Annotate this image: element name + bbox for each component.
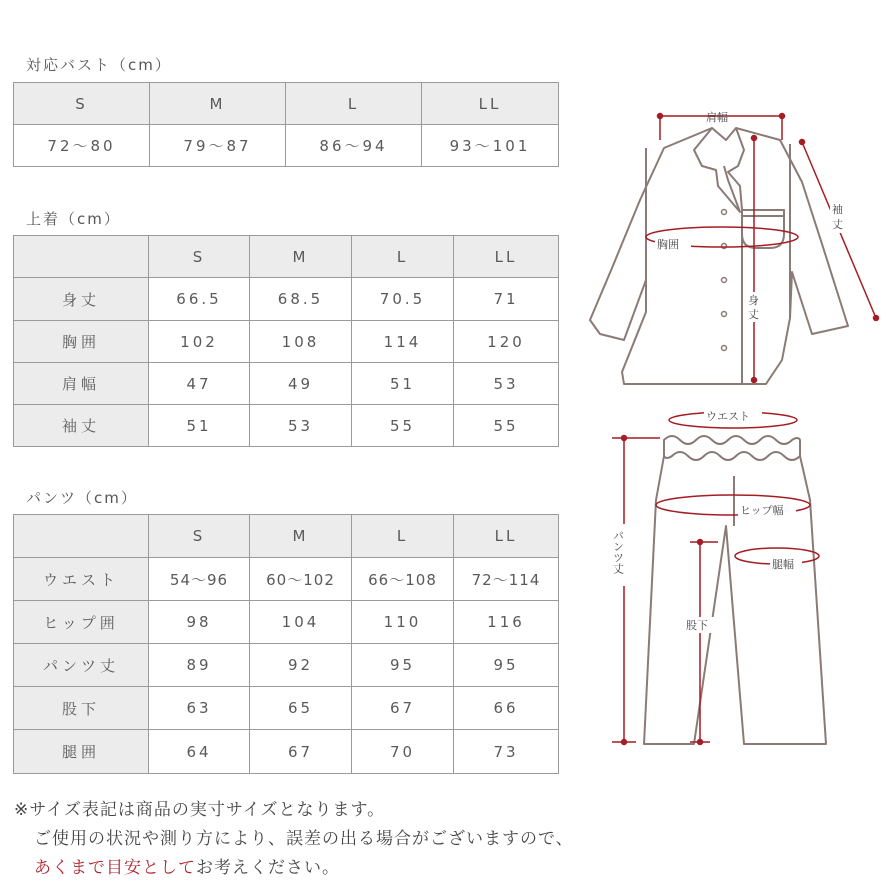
table-cell: 110 — [352, 601, 454, 644]
jacket-right-collar — [728, 128, 744, 210]
size-header-ll: LL — [454, 236, 559, 278]
table-cell: 73 — [454, 730, 559, 774]
label-waist: ウエスト — [706, 410, 750, 423]
size-header-l: L — [286, 83, 422, 125]
size-header-m: M — [150, 83, 286, 125]
size-notes — [14, 796, 574, 883]
bust-value-ll: 93〜101 — [422, 125, 559, 167]
label-thigh-width: 腿幅 — [772, 558, 794, 571]
table-cell: 114 — [352, 321, 454, 363]
table-cell: 70 — [352, 730, 454, 774]
table-cell: 64 — [149, 730, 250, 774]
size-header-l: L — [352, 236, 454, 278]
button-icon — [722, 244, 727, 249]
table-cell: 53 — [454, 363, 559, 405]
note-emphasis: あくまで目安として — [34, 858, 196, 878]
measure-dot — [800, 140, 805, 145]
label-body-length-1: 身 — [748, 294, 759, 307]
size-header-m: M — [250, 515, 352, 558]
size-header-s: S — [149, 515, 250, 558]
table-cell: 95 — [352, 644, 454, 687]
row-label-waist: ウエスト — [14, 558, 149, 601]
row-label-thigh: 腿囲 — [14, 730, 149, 774]
table-cell: 60〜102 — [250, 558, 352, 601]
size-header-l: L — [352, 515, 454, 558]
button-icon — [722, 346, 727, 351]
bust-value-s: 72〜80 — [14, 125, 150, 167]
table-cell: 71 — [454, 278, 559, 321]
table-cell: 68.5 — [250, 278, 352, 321]
label-pants-length: パンツ丈 — [611, 530, 625, 574]
size-header-s: S — [149, 236, 250, 278]
row-label-shoulder: 肩幅 — [14, 363, 149, 405]
bust-section-title: 対応バスト（cm） — [26, 56, 172, 74]
table-cell: 92 — [250, 644, 352, 687]
jacket-buttons — [722, 210, 727, 351]
pants-section-title: パンツ（cm） — [26, 489, 138, 507]
table-cell: 116 — [454, 601, 559, 644]
label-hip-width: ヒップ幅 — [740, 504, 784, 517]
row-label-hip: ヒップ囲 — [14, 601, 149, 644]
table-cell: 54〜96 — [149, 558, 250, 601]
size-header-m: M — [250, 236, 352, 278]
table-cell: 51 — [352, 363, 454, 405]
table-cell: 102 — [149, 321, 250, 363]
table-cell: 95 — [454, 644, 559, 687]
table-cell: 108 — [250, 321, 352, 363]
table-cell: 104 — [250, 601, 352, 644]
top-section-title: 上着（cm） — [26, 210, 121, 228]
table-cell: 120 — [454, 321, 559, 363]
label-inseam: 股下 — [686, 619, 708, 632]
jacket-body-outline — [590, 128, 848, 384]
note-line-3-rest: お考えください。 — [196, 858, 340, 878]
size-header-s: S — [14, 83, 150, 125]
table-cell: 66 — [454, 687, 559, 730]
jacket-illustration — [590, 128, 848, 384]
table-cell: 66〜108 — [352, 558, 454, 601]
table-cell: 47 — [149, 363, 250, 405]
label-sleeve-2: 丈 — [832, 218, 843, 231]
row-label-pants-length: パンツ丈 — [14, 644, 149, 687]
bust-value-l: 86〜94 — [286, 125, 422, 167]
table-cell: 63 — [149, 687, 250, 730]
table-cell: 67 — [352, 687, 454, 730]
note-line-1: ※サイズ表記は商品の実寸サイズとなります。 — [14, 800, 386, 820]
button-icon — [722, 210, 727, 215]
table-cell: 70.5 — [352, 278, 454, 321]
table-cell: 55 — [454, 405, 559, 447]
button-icon — [722, 312, 727, 317]
table-cell: 98 — [149, 601, 250, 644]
size-header-ll: LL — [454, 515, 559, 558]
row-label-body-length: 身丈 — [14, 278, 149, 321]
table-cell: 49 — [250, 363, 352, 405]
measure-dot — [752, 136, 757, 141]
label-shoulder-width: 肩幅 — [706, 111, 728, 124]
button-icon — [722, 278, 727, 283]
size-header-ll: LL — [422, 83, 559, 125]
label-body-length-2: 丈 — [748, 308, 759, 321]
row-label-chest: 胸囲 — [14, 321, 149, 363]
table-cell: 55 — [352, 405, 454, 447]
table-cell: 53 — [250, 405, 352, 447]
table-cell: 67 — [250, 730, 352, 774]
label-chest: 胸囲 — [657, 238, 679, 251]
row-label-inseam: 股下 — [14, 687, 149, 730]
pants-measures — [612, 412, 819, 745]
measure-dot — [874, 316, 879, 321]
measure-dot — [752, 378, 757, 383]
label-sleeve-1: 袖 — [832, 203, 843, 216]
table-cell: 51 — [149, 405, 250, 447]
row-label-sleeve: 袖丈 — [14, 405, 149, 447]
pants-illustration — [644, 436, 826, 744]
table-cell: 72〜114 — [454, 558, 559, 601]
table-cell: 65 — [250, 687, 352, 730]
table-cell: 66.5 — [149, 278, 250, 321]
note-line-3 — [14, 854, 574, 883]
bust-value-m: 79〜87 — [150, 125, 286, 167]
pants-waistband — [664, 436, 800, 460]
note-line-2: ご使用の状況や測り方により、誤差の出る場合がございますので、 — [34, 829, 574, 849]
table-cell: 89 — [149, 644, 250, 687]
